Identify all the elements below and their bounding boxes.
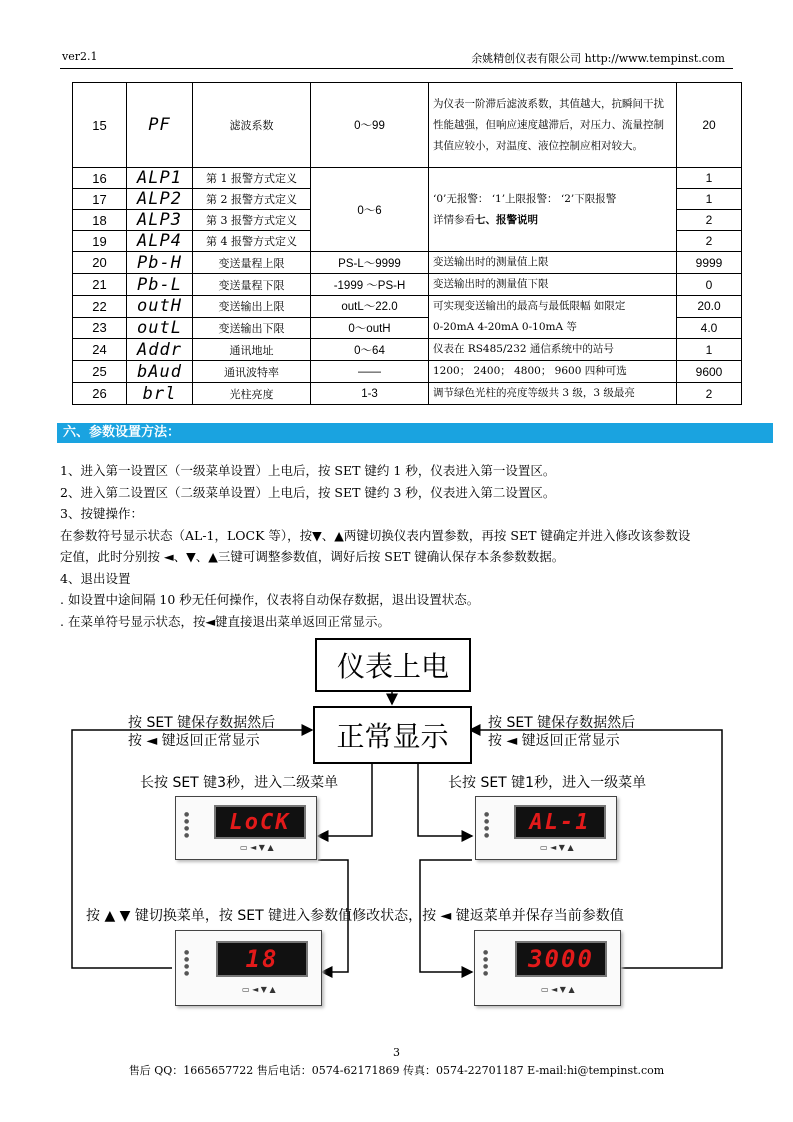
- normal-display-box: [313, 706, 472, 764]
- step-line: 1、进入第一设置区（一级菜单设置）上电后，按 SET 键约 1 秒，仪表进入第一设置区。: [60, 463, 556, 478]
- row-default: 0: [677, 274, 742, 296]
- power-on-label: 仪表上电: [336, 650, 449, 683]
- section-title: 六、参数设置方法：: [57, 423, 773, 443]
- row-name: 通讯地址: [193, 339, 311, 361]
- row-name: 变送量程上限: [193, 252, 311, 274]
- normal-display-label: 正常显示: [336, 720, 449, 753]
- row-name: 第 3 报警方式定义: [193, 210, 311, 231]
- left-menu-label: 长按 SET 键3秒，进入二级菜单: [140, 775, 339, 791]
- right-note-1: 按 SET 键保存数据然后: [488, 715, 636, 731]
- row-number: 26: [73, 383, 127, 405]
- power-on-box: [315, 638, 471, 692]
- row-number: 22: [73, 296, 127, 318]
- row-number: 16: [73, 168, 127, 189]
- meter-panel-edit: [474, 930, 621, 1006]
- led-indicators: ● ● ● ●: [184, 811, 190, 839]
- alp-desc-prefix: 详情参看: [433, 213, 475, 226]
- row-default: 9600: [677, 361, 742, 383]
- step-line: . 在菜单符号显示状态，按◄键直接退出菜单返回正常显示。: [60, 613, 391, 629]
- row-code: ALP1: [127, 168, 193, 189]
- row-number: 18: [73, 210, 127, 231]
- row-range: ——: [311, 361, 429, 383]
- led-indicators: ● ● ● ●: [483, 949, 489, 977]
- row-default: 2: [677, 383, 742, 405]
- row-code: PF: [127, 83, 193, 168]
- row-name: 滤波系数: [193, 83, 311, 168]
- row-code: Pb-L: [127, 274, 193, 296]
- row-code: brl: [127, 383, 193, 405]
- row-default: 9999: [677, 252, 742, 274]
- meter-buttons: ▭ ◄ ▼ ▲: [242, 985, 276, 994]
- row-desc: 仪表在 RS485/232 通信系统中的站号: [429, 339, 677, 361]
- row-range: 0～99: [311, 83, 429, 168]
- row-range: 1-3: [311, 383, 429, 405]
- footer-contact: 售后 QQ：1665657722 售后电话：0574-62171869 传真：0574-22701187 E-mail:hi@tempinst.com: [128, 1064, 665, 1077]
- led-indicators: ● ● ● ●: [184, 949, 190, 977]
- meter-panel-value: [175, 930, 322, 1006]
- step-line: 3、按键操作：: [60, 506, 143, 521]
- row-name: 变送输出上限: [193, 296, 311, 318]
- meter-buttons: ▭ ◄ ▼ ▲: [541, 985, 575, 994]
- meter-display: 18: [216, 941, 308, 977]
- row-name: 第 2 报警方式定义: [193, 189, 311, 210]
- row-range: 0～64: [311, 339, 429, 361]
- row-number: 25: [73, 361, 127, 383]
- right-menu-label: 长按 SET 键1秒，进入一级菜单: [448, 775, 647, 791]
- left-note-1: 按 SET 键保存数据然后: [128, 715, 276, 731]
- row-code: outH: [127, 296, 193, 318]
- row-number: 15: [73, 83, 127, 168]
- out-desc-line2: 0-20mA 4-20mA 0-10mA 等: [433, 321, 577, 333]
- alp-desc-link: 七、报警说明: [475, 213, 538, 226]
- row-range: outL～22.0: [311, 296, 429, 318]
- row-desc: 变送输出时的测量值上限: [429, 252, 677, 274]
- row-range: -1999 ～PS-H: [311, 274, 429, 296]
- row-name: 通讯波特率: [193, 361, 311, 383]
- led-indicators: ● ● ● ●: [484, 811, 490, 839]
- row-default: 1: [677, 189, 742, 210]
- row-name: 第 4 报警方式定义: [193, 231, 311, 252]
- alp-desc-line1: ‘0’无报警： ‘1’上限报警： ‘2’下限报警: [433, 192, 617, 205]
- row-name: 变送量程下限: [193, 274, 311, 296]
- row-default: 1: [677, 168, 742, 189]
- meter-display: LoCK: [214, 805, 306, 839]
- row-name: 变送输出下限: [193, 317, 311, 339]
- row-number: 21: [73, 274, 127, 296]
- bottom-instruction: 按 ▲ ▼ 键切换菜单，按 SET 键进入参数值修改状态，按 ◄ 键返菜单并保存当前参数值: [86, 908, 624, 924]
- row-code: Pb-H: [127, 252, 193, 274]
- row-desc: 调节绿色光柱的亮度等级共 3 级，3 级最亮: [429, 383, 677, 405]
- row-code: outL: [127, 317, 193, 339]
- header-version: ver2.1: [62, 50, 98, 63]
- row-range: PS-L～9999: [311, 252, 429, 274]
- row-number: 19: [73, 231, 127, 252]
- meter-panel-al1: [475, 796, 617, 860]
- row-code: Addr: [127, 339, 193, 361]
- row-default: 20.0: [677, 296, 742, 318]
- step-line: 在参数符号显示状态（AL-1，LOCK 等），按▼、▲两键切换仪表内置参数，再按 SET 键确定并进入修改该参数设: [60, 527, 691, 543]
- step-line: . 如设置中途间隔 10 秒无任何操作，仪表将自动保存数据，退出设置状态。: [60, 592, 480, 607]
- step-line: 2、进入第二设置区（二级菜单设置）上电后，按 SET 键约 3 秒，仪表进入第二设置区。: [60, 484, 556, 500]
- meter-panel-lock: [175, 796, 317, 860]
- row-name: 光柱亮度: [193, 383, 311, 405]
- right-note-2: 按 ◄ 键返回正常显示: [488, 733, 620, 749]
- row-code: ALP4: [127, 231, 193, 252]
- page-number: 3: [393, 1046, 400, 1059]
- row-desc: 为仪表一阶滞后滤波系数，其值越大，抗瞬间干扰性能越强，但响应速度越滞后，对压力、流量控制其值应较小，对温度、液位控制应相对较大。: [429, 83, 677, 168]
- step-line: 定值，此时分别按 ◄、▼、▲三键可调整参数值，调好后按 SET 键确认保存本条参数数据。: [60, 549, 565, 564]
- row-range: 0～outH: [311, 317, 429, 339]
- row-default: 2: [677, 210, 742, 231]
- row-desc: 1200； 2400； 4800； 9600 四种可选: [429, 361, 677, 383]
- row-default: 2: [677, 231, 742, 252]
- row-code: ALP2: [127, 189, 193, 210]
- meter-buttons: ▭ ◄ ▼ ▲: [540, 843, 574, 852]
- header-company: 余姚精创仪表有限公司 http://www.tempinst.com: [471, 52, 725, 65]
- meter-display: 3000: [515, 941, 607, 977]
- left-note-2: 按 ◄ 键返回正常显示: [128, 733, 260, 749]
- row-default: 1: [677, 339, 742, 361]
- meter-display: AL-1: [514, 805, 606, 839]
- row-number: 24: [73, 339, 127, 361]
- alp-range: 0～6: [311, 168, 429, 252]
- row-code: bAud: [127, 361, 193, 383]
- step-line: 4、退出设置: [60, 570, 131, 586]
- row-name: 第 1 报警方式定义: [193, 168, 311, 189]
- meter-buttons: ▭ ◄ ▼ ▲: [240, 843, 274, 852]
- out-desc-line1: 可实现变送输出的最高与最低限幅 如限定: [433, 300, 626, 312]
- row-default: 4.0: [677, 317, 742, 339]
- row-number: 23: [73, 317, 127, 339]
- row-default: 20: [677, 83, 742, 168]
- row-code: ALP3: [127, 210, 193, 231]
- row-number: 20: [73, 252, 127, 274]
- row-number: 17: [73, 189, 127, 210]
- row-desc: 变送输出时的测量值下限: [429, 274, 677, 296]
